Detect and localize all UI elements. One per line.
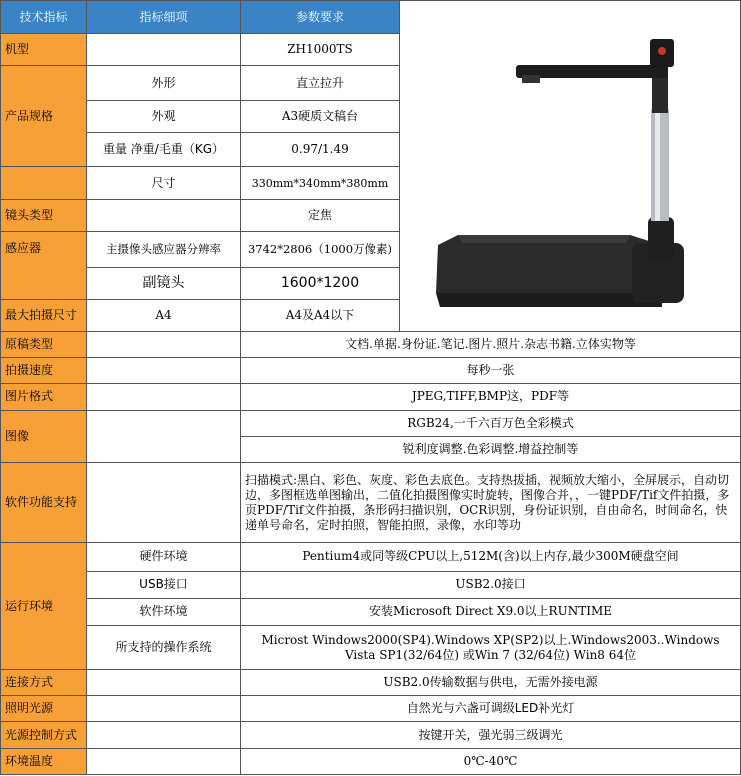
category-connect: 连接方式 — [1, 670, 87, 696]
item-size: 尺寸 — [87, 167, 241, 200]
item-sensor-sub: 副镜头 — [87, 267, 241, 299]
row-connect — [1, 670, 741, 696]
value-appearance: A3硬质文稿台 — [241, 100, 400, 132]
item-weight: 重量 净重/毛重（KG） — [87, 132, 241, 166]
category-speed: 拍摄速度 — [1, 358, 87, 384]
value-hw: Pentium4或同等级CPU以上,512M(含)以上内存,最少300M硬盘空间 — [241, 543, 741, 571]
value-light-ctrl: 按键开关，强光弱三级调光 — [241, 722, 741, 748]
item-empty — [87, 200, 241, 232]
value-temp: 0℃-40℃ — [241, 748, 741, 774]
value-size: 330mm*340mm*380mm — [241, 167, 400, 200]
item-sensor-main: 主摄像头感应器分辨率 — [87, 232, 241, 267]
category-sensor: 感应器 — [1, 232, 87, 299]
header-col-item: 指标细项 — [87, 1, 241, 34]
value-shape: 直立拉升 — [241, 66, 400, 100]
value-os: Microst Windows2000(SP4).Windows XP(SP2)以上.Windows2003..Windows Vista SP1(32/64位) 或Win 7 (32/64位) Win8 64位 — [241, 625, 741, 669]
row-image-1 — [1, 410, 741, 436]
category-light: 照明光源 — [1, 696, 87, 722]
item-hw: 硬件环境 — [87, 543, 241, 571]
row-light-ctrl — [1, 722, 741, 748]
value-format: JPEG,TIFF,BMP这，PDF等 — [241, 384, 741, 410]
item-max-size: A4 — [87, 299, 241, 331]
row-speed — [1, 358, 741, 384]
item-empty — [87, 410, 241, 462]
row-software — [1, 462, 741, 543]
product-photo-cell — [400, 1, 741, 332]
item-empty — [87, 748, 241, 774]
value-sensor-sub: 1600*1200 — [241, 267, 400, 299]
item-empty — [87, 696, 241, 722]
value-weight: 0.97/1.49 — [241, 132, 400, 166]
value-usb: USB2.0接口 — [241, 571, 741, 598]
item-shape: 外形 — [87, 66, 241, 100]
category-light-ctrl: 光源控制方式 — [1, 722, 87, 748]
row-format — [1, 384, 741, 410]
item-empty — [87, 462, 241, 543]
item-empty — [87, 670, 241, 696]
scanner-product-image — [400, 17, 740, 313]
header-col-indicator: 技术指标 — [1, 1, 87, 34]
value-max-size: A4及A4以下 — [241, 299, 400, 331]
row-temp — [1, 748, 741, 774]
item-empty — [87, 332, 241, 358]
header-col-requirement: 参数要求 — [241, 1, 400, 34]
item-sw: 软件环境 — [87, 598, 241, 625]
category-empty — [1, 167, 87, 200]
row-env-sw — [1, 598, 741, 625]
category-image: 图像 — [1, 410, 87, 462]
value-sw: 安装Microsoft Direct X9.0以上RUNTIME — [241, 598, 741, 625]
value-doc-type: 文档.单据.身份证.笔记.图片.照片.杂志书籍.立体实物等 — [241, 332, 741, 358]
value-software: 扫描模式:黑白、彩色、灰度、彩色去底色。支持热拔插，视频放大缩小，全屏展示，自动切边，多图框选单图输出，二值化拍摄图像实时旋转，图像合并，，一键PDF/Tif文件拍摄，多页PDF/Tif文件拍摄，条形码扫描识别，OCR识别，身份证识别，自由命名，时间命名，快递单号命名，定时拍照，智能拍照，录像，水印等功 — [241, 462, 741, 543]
item-usb: USB接口 — [87, 571, 241, 598]
item-empty — [87, 358, 241, 384]
category-temp: 环境温度 — [1, 748, 87, 774]
category-spec: 产品规格 — [1, 66, 87, 167]
row-env-os — [1, 625, 741, 669]
item-empty — [87, 34, 241, 66]
category-max-size: 最大拍摄尺寸 — [1, 299, 87, 331]
category-software: 软件功能支持 — [1, 462, 87, 543]
value-image-color: RGB24,一千六百万色全彩模式 — [241, 410, 741, 436]
value-connect: USB2.0传输数据与供电，无需外接电源 — [241, 670, 741, 696]
value-image-adjust: 锐利度调整.色彩调整.增益控制等 — [241, 436, 741, 462]
item-empty — [87, 384, 241, 410]
value-model: ZH1000TS — [241, 34, 400, 66]
category-format: 图片格式 — [1, 384, 87, 410]
item-empty — [87, 722, 241, 748]
item-os: 所支持的操作系统 — [87, 625, 241, 669]
header-row — [1, 1, 741, 34]
value-sensor-main: 3742*2806（1000万像素) — [241, 232, 400, 267]
item-appearance: 外观 — [87, 100, 241, 132]
value-speed: 每秒一张 — [241, 358, 741, 384]
category-model: 机型 — [1, 34, 87, 66]
row-env-usb — [1, 571, 741, 598]
value-lens: 定焦 — [241, 200, 400, 232]
category-doc-type: 原稿类型 — [1, 332, 87, 358]
row-light — [1, 696, 741, 722]
value-light: 自然光与六盏可调级LED补光灯 — [241, 696, 741, 722]
row-env-hw — [1, 543, 741, 571]
row-doc-type — [1, 332, 741, 358]
category-lens: 镜头类型 — [1, 200, 87, 232]
category-env: 运行环境 — [1, 543, 87, 670]
